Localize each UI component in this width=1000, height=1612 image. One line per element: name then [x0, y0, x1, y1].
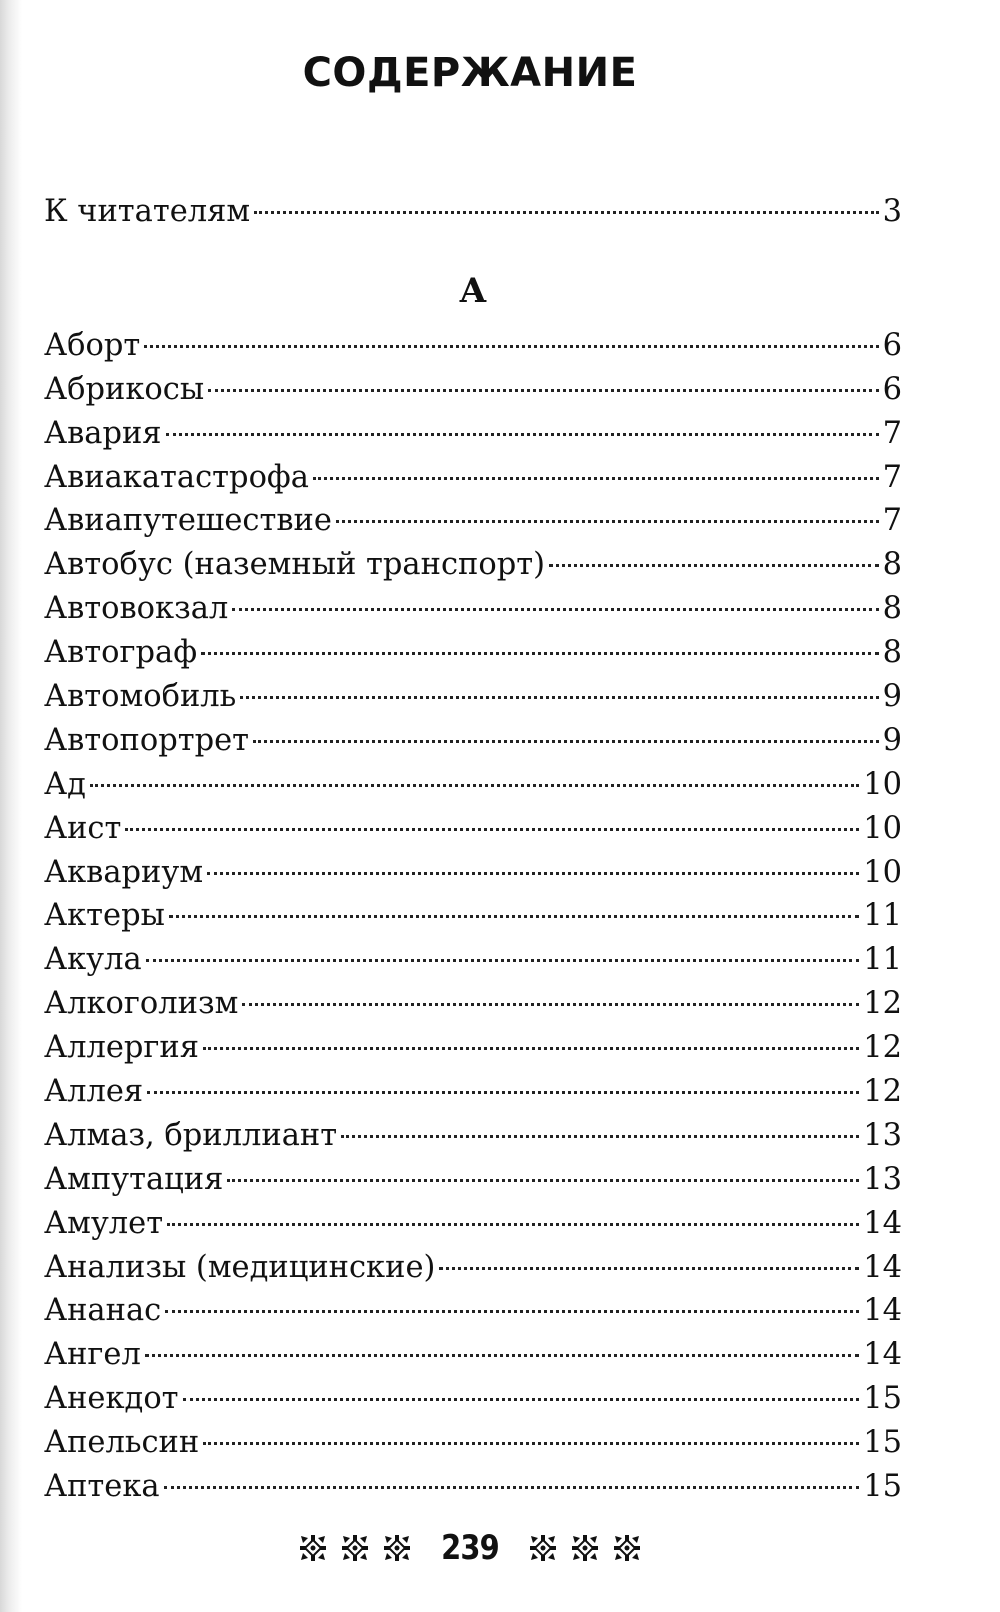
toc-entry[interactable]: [44, 938, 902, 982]
toc-entry-page: 8: [882, 591, 902, 627]
toc-entry-name: Аист: [44, 810, 122, 846]
toc-entry-page: 10: [863, 854, 902, 890]
dot-leader: [144, 345, 878, 348]
toc-entry-name: Актеры: [44, 898, 165, 934]
dot-leader: [341, 1135, 859, 1138]
toc-entry-name: Ананас: [44, 1293, 162, 1329]
toc-entry[interactable]: [44, 631, 902, 675]
toc-entry-name: Абрикосы: [44, 371, 205, 407]
toc-entry[interactable]: [44, 719, 902, 763]
page-title: СОДЕРЖАНИЕ: [302, 50, 638, 96]
toc-entry[interactable]: [44, 368, 902, 412]
toc-entry-name: Анализы (медицинские): [44, 1249, 436, 1285]
toc-entry[interactable]: [44, 1202, 902, 1246]
toc-entry-page: 6: [882, 371, 902, 407]
dot-leader: [167, 1223, 859, 1226]
toc-entry[interactable]: [44, 587, 902, 631]
toc-entry-name: Автобус (наземный транспорт): [44, 547, 546, 583]
dot-leader: [165, 1310, 859, 1313]
dot-leader: [227, 1179, 859, 1182]
toc-entry-name: Апельсин: [44, 1425, 200, 1461]
ornament-group-right: [528, 1533, 642, 1563]
dot-leader: [313, 477, 879, 480]
toc-entry[interactable]: [44, 456, 902, 500]
toc-entry[interactable]: [44, 1026, 902, 1070]
toc-entry-name: Алкоголизм: [44, 986, 239, 1022]
toc-entry-name: Ад: [44, 766, 86, 802]
toc-entry[interactable]: [44, 1465, 902, 1509]
toc-entry-page: 14: [863, 1337, 902, 1373]
dot-leader: [253, 740, 879, 743]
toc-entry-page: 8: [882, 635, 902, 671]
toc-entry[interactable]: [44, 412, 902, 456]
page-edge-shadow: [0, 0, 22, 1612]
toc-entry-page: 3: [882, 194, 902, 229]
toc-entry-name: Амулет: [44, 1205, 164, 1241]
dot-leader: [208, 389, 878, 392]
toc-entry-name: Акула: [44, 942, 142, 978]
toc-entry[interactable]: [44, 894, 902, 938]
dot-leader: [232, 608, 878, 611]
dot-leader: [166, 433, 879, 436]
snowflake-ornament-icon: [382, 1533, 412, 1563]
toc-entry-page: 14: [863, 1249, 902, 1285]
dot-leader: [125, 828, 859, 831]
page-footer: [0, 1528, 940, 1568]
toc-entry-page: 13: [863, 1117, 902, 1153]
dot-leader: [549, 564, 879, 567]
toc-entry-page: 12: [863, 1030, 902, 1066]
snowflake-ornament-icon: [298, 1533, 328, 1563]
toc-entry-name: Анекдот: [44, 1381, 179, 1417]
toc-entry-page: 7: [882, 415, 902, 451]
toc-entry-page: 7: [882, 503, 902, 539]
toc-entry-page: 10: [863, 810, 902, 846]
toc-entry-page: 14: [863, 1205, 902, 1241]
toc-entry[interactable]: [44, 763, 902, 807]
toc-entry-name: Аборт: [44, 327, 141, 363]
toc-entry-list: [44, 324, 902, 1509]
toc-entry[interactable]: [44, 1246, 902, 1290]
toc-entry[interactable]: [44, 1158, 902, 1202]
dot-leader: [90, 784, 859, 787]
toc-entry-page: 9: [882, 722, 902, 758]
toc-entry-page: 15: [863, 1381, 902, 1417]
toc-entry[interactable]: [44, 1114, 902, 1158]
dot-leader: [203, 1442, 859, 1445]
snowflake-ornament-icon: [340, 1533, 370, 1563]
toc-entry-name: Аллея: [44, 1074, 144, 1110]
toc-entry-name: Аптека: [44, 1469, 160, 1505]
toc-entry-page: 12: [863, 986, 902, 1022]
dot-leader: [254, 211, 878, 214]
toc-entry[interactable]: [44, 807, 902, 851]
toc-entry-page: 15: [863, 1469, 902, 1505]
toc-entry[interactable]: [44, 1289, 902, 1333]
snowflake-ornament-icon: [612, 1533, 642, 1563]
dot-leader: [242, 1003, 859, 1006]
toc-entry[interactable]: [44, 1377, 902, 1421]
dot-leader: [147, 1091, 859, 1094]
dot-leader: [240, 696, 878, 699]
toc-entry[interactable]: [44, 1070, 902, 1114]
ornament-group-left: [298, 1533, 412, 1563]
snowflake-ornament-icon: [570, 1533, 600, 1563]
toc-entry-page: 15: [863, 1425, 902, 1461]
toc-entry-page: 9: [882, 679, 902, 715]
toc-entry-name: К читателям: [44, 194, 251, 229]
dot-leader: [146, 959, 860, 962]
toc-entry-name: Ампутация: [44, 1161, 224, 1197]
toc-entry-intro[interactable]: [44, 190, 902, 234]
snowflake-ornament-icon: [528, 1533, 558, 1563]
dot-leader: [183, 1398, 860, 1401]
toc-entry-page: 7: [882, 459, 902, 495]
toc-entry[interactable]: [44, 543, 902, 587]
toc-entry[interactable]: [44, 675, 902, 719]
section-letter: А: [459, 270, 487, 311]
toc-entry-page: 6: [882, 327, 902, 363]
dot-leader: [439, 1267, 859, 1270]
toc-entry-name: Авиакатастрофа: [44, 459, 309, 495]
toc-entry-name: Автомобиль: [44, 679, 237, 715]
toc-entry-page: 10: [863, 766, 902, 802]
toc-entry-name: Ангел: [44, 1337, 141, 1373]
toc-entry[interactable]: [44, 1421, 902, 1465]
dot-leader: [164, 1486, 860, 1489]
toc-entry[interactable]: [44, 982, 902, 1026]
toc-entry[interactable]: [44, 1333, 902, 1377]
toc-entry-page: 8: [882, 547, 902, 583]
dot-leader: [207, 872, 859, 875]
toc-entry-name: Аллергия: [44, 1030, 199, 1066]
spacer: [44, 234, 902, 254]
toc-entry-page: 11: [863, 942, 902, 978]
toc-entry-name: Автовокзал: [44, 591, 229, 627]
page-number: 239: [441, 1528, 499, 1568]
toc-entry-page: 14: [863, 1293, 902, 1329]
dot-leader: [201, 652, 879, 655]
table-of-contents: [44, 190, 902, 1509]
toc-entry-name: Авиапутешествие: [44, 503, 332, 539]
dot-leader: [203, 1047, 859, 1050]
toc-entry-name: Автопортрет: [44, 722, 250, 758]
toc-entry-page: 12: [863, 1074, 902, 1110]
toc-entry[interactable]: [44, 499, 902, 543]
dot-leader: [336, 520, 879, 523]
dot-leader: [145, 1354, 859, 1357]
dot-leader: [169, 915, 859, 918]
toc-entry-name: Аквариум: [44, 854, 204, 890]
toc-entry[interactable]: [44, 324, 902, 368]
toc-entry-name: Алмаз, бриллиант: [44, 1117, 338, 1153]
toc-entry-name: Авария: [44, 415, 162, 451]
toc-entry-page: 11: [863, 898, 902, 934]
toc-entry-name: Автограф: [44, 635, 198, 671]
toc-entry[interactable]: [44, 851, 902, 895]
toc-entry-page: 13: [863, 1161, 902, 1197]
